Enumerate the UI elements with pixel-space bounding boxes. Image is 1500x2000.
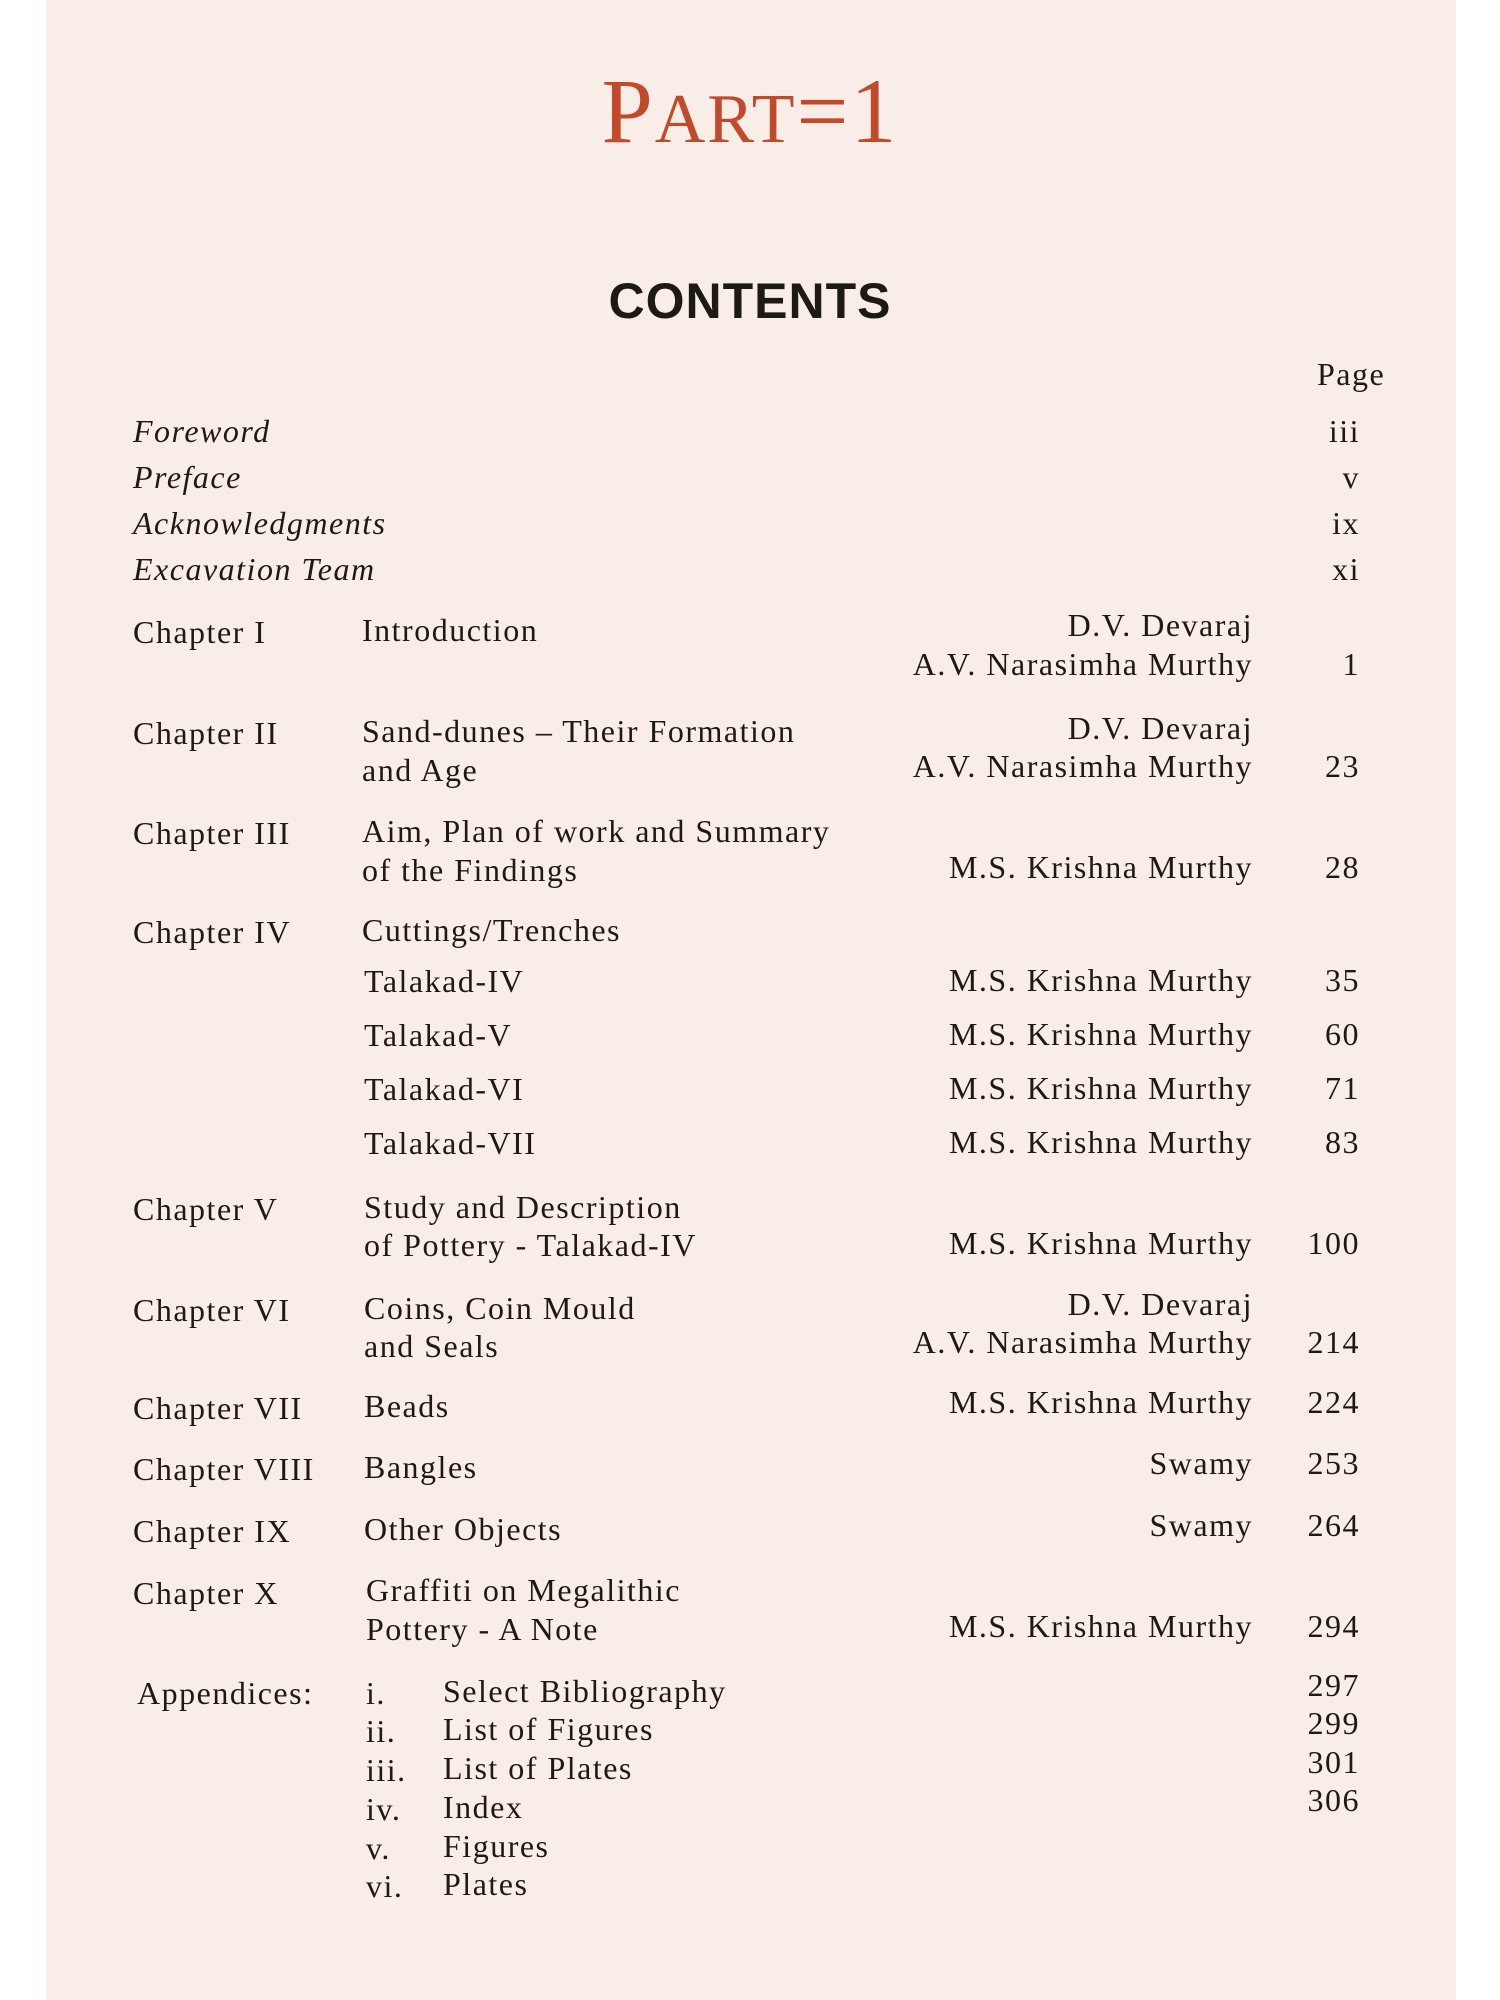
chapter-label: Chapter IX bbox=[133, 1513, 292, 1549]
chapter-page: 253 bbox=[1307, 1445, 1360, 1481]
front-matter-page: v bbox=[1342, 459, 1360, 495]
front-matter-page: xi bbox=[1332, 551, 1360, 587]
chapter-label: Chapter III bbox=[133, 815, 291, 851]
appendix-page: 297 bbox=[1307, 1667, 1360, 1703]
chapter-page: 294 bbox=[1307, 1608, 1360, 1644]
chapter-title[interactable]: Aim, Plan of work and Summary bbox=[362, 813, 831, 849]
chapter-title[interactable]: Cuttings/Trenches bbox=[362, 912, 621, 948]
subsection-title[interactable]: Talakad-VII bbox=[364, 1125, 537, 1161]
appendix-page: 306 bbox=[1307, 1782, 1360, 1818]
appendix-number: iv. bbox=[366, 1791, 402, 1827]
chapter-title[interactable]: Beads bbox=[364, 1388, 450, 1424]
chapter-page: 264 bbox=[1307, 1507, 1360, 1543]
appendix-number: vi. bbox=[366, 1868, 404, 1904]
chapter-title[interactable]: Other Objects bbox=[364, 1511, 563, 1547]
appendix-number: v. bbox=[366, 1830, 391, 1866]
front-matter-page: iii bbox=[1328, 413, 1360, 449]
appendix-number: iii. bbox=[366, 1752, 407, 1788]
chapter-author: D.V. Devaraj bbox=[1067, 607, 1253, 643]
front-matter-title[interactable]: Preface bbox=[133, 459, 242, 495]
chapter-author: Swamy bbox=[1149, 1507, 1253, 1543]
subsection-author: M.S. Krishna Murthy bbox=[948, 1124, 1253, 1160]
appendix-page: 299 bbox=[1307, 1705, 1360, 1741]
chapter-page: 23 bbox=[1325, 748, 1360, 784]
chapter-title[interactable]: Coins, Coin Mould bbox=[364, 1290, 636, 1326]
subsection-page: 60 bbox=[1325, 1016, 1360, 1052]
chapter-author: Swamy bbox=[1149, 1445, 1253, 1481]
chapter-title[interactable]: Introduction bbox=[362, 612, 539, 648]
chapter-author: A.V. Narasimha Murthy bbox=[912, 1324, 1253, 1360]
chapter-title-line2: of the Findings bbox=[362, 852, 579, 888]
front-matter-page: ix bbox=[1332, 505, 1360, 541]
chapter-title-line2: and Seals bbox=[364, 1328, 500, 1364]
front-matter-title[interactable]: Foreword bbox=[133, 413, 271, 449]
chapter-author: D.V. Devaraj bbox=[1067, 710, 1253, 746]
chapter-author: M.S. Krishna Murthy bbox=[948, 1225, 1253, 1261]
appendix-title[interactable]: List of Plates bbox=[443, 1750, 633, 1786]
chapter-author: M.S. Krishna Murthy bbox=[948, 1608, 1253, 1644]
chapter-page: 100 bbox=[1307, 1225, 1360, 1261]
appendix-title[interactable]: Select Bibliography bbox=[443, 1673, 727, 1709]
appendix-number: ii. bbox=[366, 1713, 397, 1749]
chapter-page: 214 bbox=[1307, 1324, 1360, 1360]
chapter-title[interactable]: Sand-dunes – Their Formation bbox=[362, 713, 796, 749]
chapter-label: Chapter IV bbox=[133, 914, 292, 950]
chapter-label: Chapter VII bbox=[133, 1390, 303, 1426]
front-matter-title[interactable]: Excavation Team bbox=[133, 551, 376, 587]
subsection-page: 71 bbox=[1325, 1070, 1360, 1106]
chapter-page: 224 bbox=[1307, 1384, 1360, 1420]
chapter-title-line2: Pottery - A Note bbox=[366, 1611, 599, 1647]
chapter-label: Chapter X bbox=[133, 1575, 279, 1611]
page-column-header: Page bbox=[1317, 356, 1386, 392]
chapter-title[interactable]: Bangles bbox=[364, 1449, 478, 1485]
subsection-title[interactable]: Talakad-IV bbox=[364, 963, 525, 999]
appendix-title[interactable]: Plates bbox=[443, 1866, 529, 1902]
part-title: PART=1 bbox=[601, 60, 899, 162]
chapter-title[interactable]: Study and Description bbox=[364, 1189, 682, 1225]
chapter-author: A.V. Narasimha Murthy bbox=[912, 748, 1253, 784]
chapter-title-line2: and Age bbox=[362, 752, 479, 788]
subsection-title[interactable]: Talakad-V bbox=[364, 1017, 513, 1053]
chapter-author: D.V. Devaraj bbox=[1067, 1286, 1253, 1322]
front-matter-title[interactable]: Acknowledgments bbox=[133, 505, 387, 541]
appendix-page: 301 bbox=[1307, 1744, 1360, 1780]
chapter-title-line2: of Pottery - Talakad-IV bbox=[364, 1227, 697, 1263]
appendix-title[interactable]: Figures bbox=[443, 1828, 550, 1864]
chapter-label: Chapter VI bbox=[133, 1292, 291, 1328]
chapter-page: 1 bbox=[1342, 646, 1360, 682]
chapter-label: Chapter VIII bbox=[133, 1451, 315, 1487]
subsection-page: 83 bbox=[1325, 1124, 1360, 1160]
chapter-title[interactable]: Graffiti on Megalithic bbox=[366, 1572, 681, 1608]
subsection-author: M.S. Krishna Murthy bbox=[948, 1070, 1253, 1106]
appendix-number: i. bbox=[366, 1675, 386, 1711]
chapter-author: A.V. Narasimha Murthy bbox=[912, 646, 1253, 682]
contents-heading: CONTENTS bbox=[608, 273, 892, 329]
chapter-author: M.S. Krishna Murthy bbox=[948, 1384, 1253, 1420]
chapter-label: Chapter V bbox=[133, 1191, 279, 1227]
chapter-label: Chapter I bbox=[133, 614, 267, 650]
chapter-author: M.S. Krishna Murthy bbox=[948, 849, 1253, 885]
appendix-title[interactable]: Index bbox=[443, 1789, 524, 1825]
chapter-label: Chapter II bbox=[133, 715, 279, 751]
subsection-title[interactable]: Talakad-VI bbox=[364, 1071, 525, 1107]
appendices-label: Appendices: bbox=[137, 1675, 314, 1711]
chapter-page: 28 bbox=[1325, 849, 1360, 885]
subsection-page: 35 bbox=[1325, 962, 1360, 998]
subsection-author: M.S. Krishna Murthy bbox=[948, 1016, 1253, 1052]
subsection-author: M.S. Krishna Murthy bbox=[948, 962, 1253, 998]
appendix-title[interactable]: List of Figures bbox=[443, 1711, 654, 1747]
